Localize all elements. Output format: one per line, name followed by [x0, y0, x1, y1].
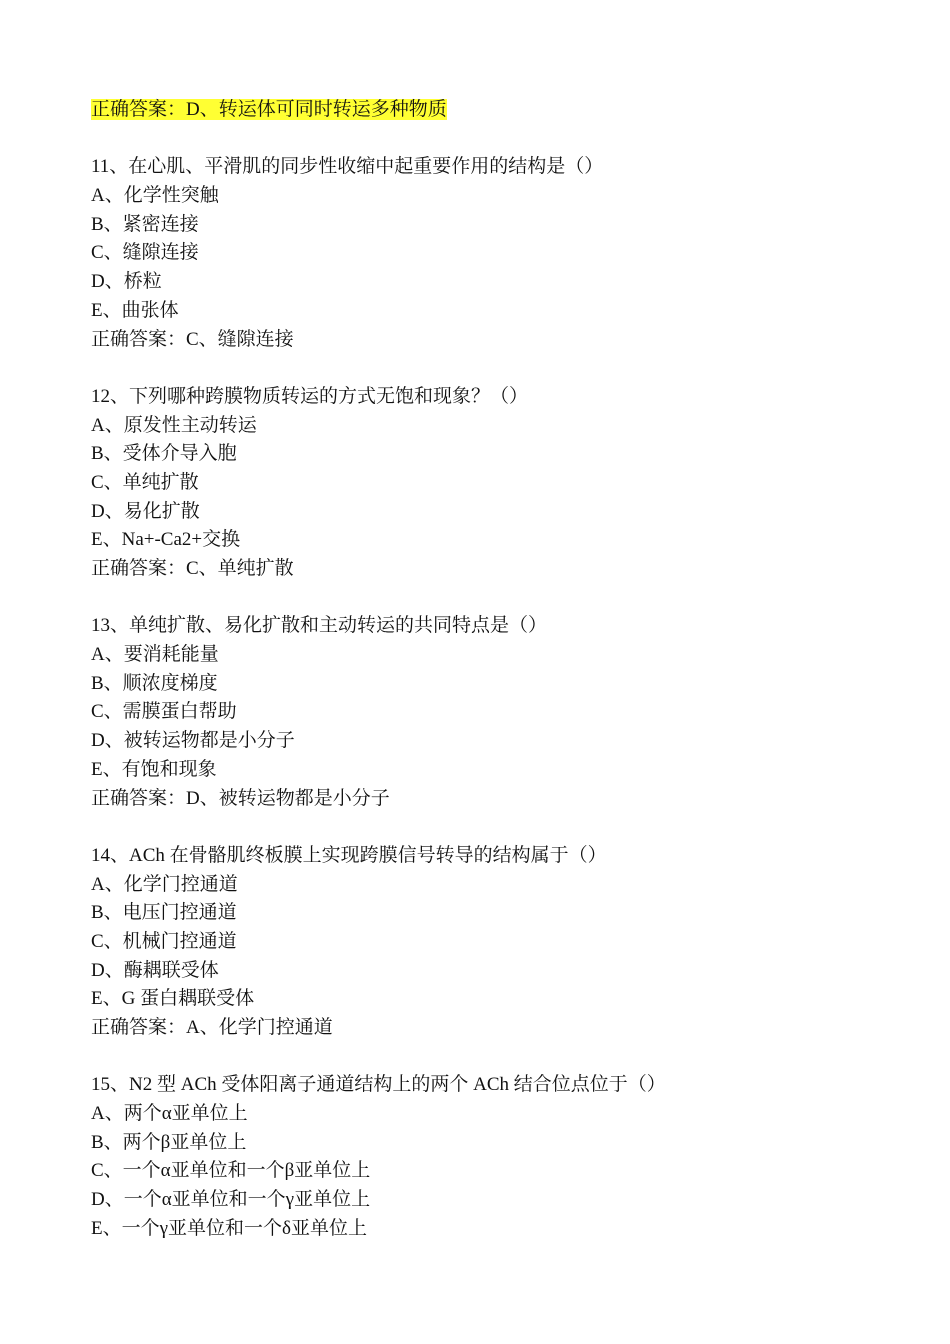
option-c: C、需膜蛋白帮助 [91, 701, 237, 723]
option-d: D、桥粒 [91, 271, 162, 293]
option-a: A、化学门控通道 [91, 873, 238, 895]
option-e: E、Na+-Ca2+交换 [91, 529, 241, 551]
question-block-13 [91, 612, 891, 813]
option-a: A、要消耗能量 [91, 644, 219, 666]
highlighted-answer: 正确答案：D、转运体可同时转运多种物质 [91, 99, 447, 120]
option-b: B、电压门控通道 [91, 902, 237, 924]
spacer [91, 125, 891, 154]
question-text: 13、单纯扩散、易化扩散和主动转运的共同特点是（） [91, 615, 548, 637]
option-d: D、酶耦联受体 [91, 959, 219, 981]
option-c: C、机械门控通道 [91, 930, 237, 952]
spacer [91, 584, 891, 613]
option-b: B、紧密连接 [91, 213, 199, 235]
option-b: B、受体介导入胞 [91, 443, 237, 465]
option-b: B、两个β亚单位上 [91, 1131, 247, 1153]
option-a: A、两个α亚单位上 [91, 1103, 248, 1125]
option-a: A、原发性主动转运 [91, 414, 257, 436]
option-d: D、一个α亚单位和一个γ亚单位上 [91, 1189, 371, 1211]
spacer [91, 1043, 891, 1072]
correct-answer: 正确答案：C、单纯扩散 [91, 558, 294, 579]
option-e: E、G 蛋白耦联受体 [91, 988, 255, 1010]
question-block-14 [91, 842, 891, 1043]
option-d: D、易化扩散 [91, 500, 200, 522]
correct-answer: 正确答案：C、缝隙连接 [91, 328, 294, 350]
option-e: E、有饱和现象 [91, 758, 217, 780]
question-text: 15、N2 型 ACh 受体阳离子通道结构上的两个 ACh 结合位点位于（） [91, 1074, 666, 1096]
question-text: 11、在心肌、平滑肌的同步性收缩中起重要作用的结构是（） [91, 156, 604, 178]
previous-answer-line [91, 96, 891, 125]
question-block-12 [91, 383, 891, 584]
option-e: E、曲张体 [91, 299, 179, 321]
spacer [91, 813, 891, 842]
question-text: 12、下列哪种跨膜物质转运的方式无饱和现象？（） [91, 385, 529, 407]
option-c: C、缝隙连接 [91, 242, 199, 264]
option-d: D、被转运物都是小分子 [91, 730, 295, 752]
option-b: B、顺浓度梯度 [91, 672, 218, 694]
question-block-11 [91, 153, 891, 354]
question-block-15 [91, 1071, 891, 1243]
option-e: E、一个γ亚单位和一个δ亚单位上 [91, 1217, 367, 1239]
option-c: C、单纯扩散 [91, 471, 199, 493]
document-page [91, 96, 891, 1244]
option-c: C、一个α亚单位和一个β亚单位上 [91, 1160, 371, 1182]
correct-answer: 正确答案：D、被转运物都是小分子 [91, 787, 390, 809]
spacer [91, 354, 891, 383]
question-text: 14、ACh 在骨骼肌终板膜上实现跨膜信号转导的结构属于（） [91, 844, 607, 866]
option-a: A、化学性突触 [91, 185, 219, 207]
correct-answer: 正确答案：A、化学门控通道 [91, 1017, 333, 1038]
